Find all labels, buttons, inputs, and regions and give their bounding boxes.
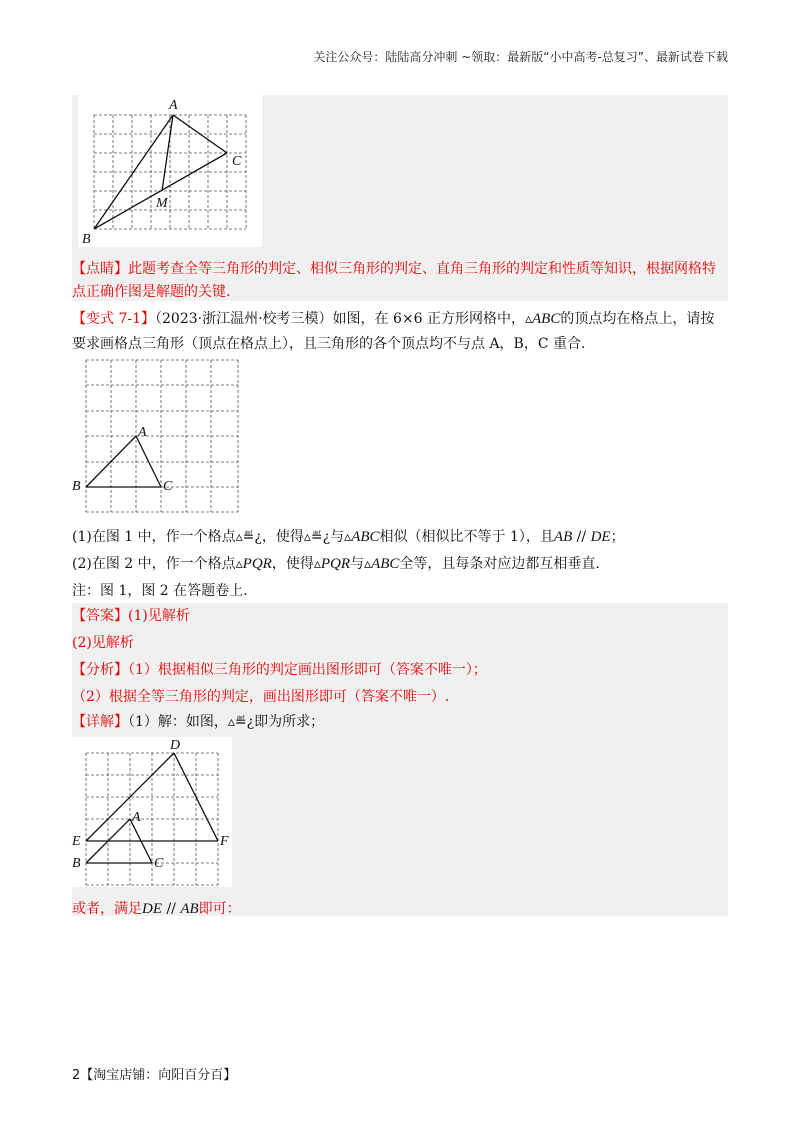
q2-abc: ABC bbox=[371, 556, 400, 572]
q2-text-a: (2)在图 2 中，作一个格点▵ bbox=[72, 556, 243, 572]
q2-pqr-2: PQR bbox=[320, 556, 351, 572]
page-header: 关注公众号：陆陆高分冲刺 ~领取：最新版“小中高考-总复习”、最新试卷下载 bbox=[313, 50, 728, 64]
analysis-tag: 【分析】 bbox=[72, 662, 128, 678]
variant-line-1 bbox=[72, 308, 714, 330]
q2-text-d: 全等，且每条对应边都互相垂直. bbox=[399, 556, 600, 572]
figure-1-svg bbox=[78, 95, 262, 247]
fig3-label-e: E bbox=[72, 834, 81, 849]
comment-line-2: 点正确作图是解题的关键. bbox=[72, 284, 231, 300]
q2-text-b: ，使得▵ bbox=[271, 556, 321, 572]
analysis-text-1: （1）根据相似三角形的判定画出图形即可（答案不唯一）； bbox=[128, 662, 487, 678]
closing-parallel: // bbox=[162, 901, 181, 917]
figure-3-svg bbox=[70, 737, 232, 887]
variant-tag: 【变式 7-1】 bbox=[72, 311, 155, 327]
q1-ab: AB bbox=[553, 529, 573, 545]
figure-2-triangle bbox=[86, 436, 161, 487]
abc-label: ABC bbox=[532, 311, 561, 327]
q1-text-a: (1)在图 1 中，作一个格点▵≝¿，使得▵≝¿与▵ bbox=[72, 529, 352, 545]
triangle-symbol: ▵ bbox=[524, 311, 533, 327]
analysis-line-1 bbox=[72, 659, 487, 681]
figure-3 bbox=[70, 737, 232, 887]
closing-de: DE bbox=[142, 901, 162, 917]
fig1-label-b: B bbox=[82, 232, 91, 247]
detail-text-1: （1）解：如图，▵≝¿即为所求； bbox=[128, 714, 325, 730]
question-note: 注：图 1，图 2 在答题卷上. bbox=[72, 583, 248, 599]
closing-post: 即可： bbox=[198, 901, 241, 917]
variant-source: （2023·浙江温州·校考三模）如图，在 6×6 正方形网格中， bbox=[155, 311, 525, 327]
shop-name: 【淘宝店铺：向阳百分百】 bbox=[80, 1068, 237, 1083]
q2-pqr: PQR bbox=[242, 556, 272, 572]
fig1-label-a: A bbox=[169, 98, 178, 113]
q1-text-b: 相似（相似比不等于 1），且 bbox=[379, 529, 554, 545]
fig1-label-c: C bbox=[232, 154, 242, 169]
question-1 bbox=[72, 526, 625, 548]
figure-2-svg bbox=[70, 356, 246, 516]
fig3-label-a: A bbox=[132, 810, 141, 825]
closing-line bbox=[72, 898, 241, 920]
q1-abc: ABC bbox=[351, 529, 380, 545]
q1-end: ； bbox=[610, 529, 625, 545]
answer-1: (1)见解析 bbox=[128, 608, 190, 624]
figure-2-grid bbox=[86, 360, 238, 512]
closing-pre: 或者，满足 bbox=[72, 901, 142, 917]
variant-line-2: 要求画格点三角形（顶点在格点上），且三角形的各个顶点均不与点 A，B，C 重合. bbox=[72, 336, 586, 352]
fig2-label-a: A bbox=[138, 425, 147, 440]
comment-text-1: 此题考查全等三角形的判定、相似三角形的判定、直角三角形的判定和性质等知识，根据网格特 bbox=[128, 261, 716, 277]
q1-de: DE bbox=[590, 529, 611, 545]
analysis-line-2: （2）根据全等三角形的判定，画出图形即可（答案不唯一）. bbox=[72, 689, 450, 705]
answer-line-2: (2)见解析 bbox=[72, 635, 134, 651]
answer-line-1 bbox=[72, 605, 190, 627]
fig2-label-b: B bbox=[72, 479, 81, 494]
detail-line-1 bbox=[72, 711, 324, 733]
q2-text-c: 与▵ bbox=[350, 556, 372, 572]
fig1-label-m: M bbox=[156, 196, 168, 211]
q1-parallel: // bbox=[572, 529, 591, 545]
fig3-label-d: D bbox=[170, 738, 181, 753]
figure-3-grid bbox=[86, 753, 218, 885]
comment-line-1 bbox=[72, 258, 716, 280]
fig3-label-c: C bbox=[154, 856, 164, 871]
closing-ab: AB bbox=[180, 901, 199, 917]
fig2-label-c: C bbox=[163, 479, 173, 494]
fig3-label-b: B bbox=[72, 856, 81, 871]
detail-tag: 【详解】 bbox=[72, 714, 128, 730]
comment-tag: 【点睛】 bbox=[72, 261, 128, 277]
answer-tag: 【答案】 bbox=[72, 608, 128, 624]
fig3-label-f: F bbox=[220, 834, 229, 849]
question-2 bbox=[72, 553, 600, 575]
figure-2 bbox=[70, 356, 246, 516]
figure-1 bbox=[78, 95, 262, 247]
variant-text-1-end: 的顶点均在格点上，请按 bbox=[560, 311, 715, 327]
page-footer bbox=[72, 1064, 236, 1083]
page-number: 2 bbox=[72, 1068, 81, 1083]
